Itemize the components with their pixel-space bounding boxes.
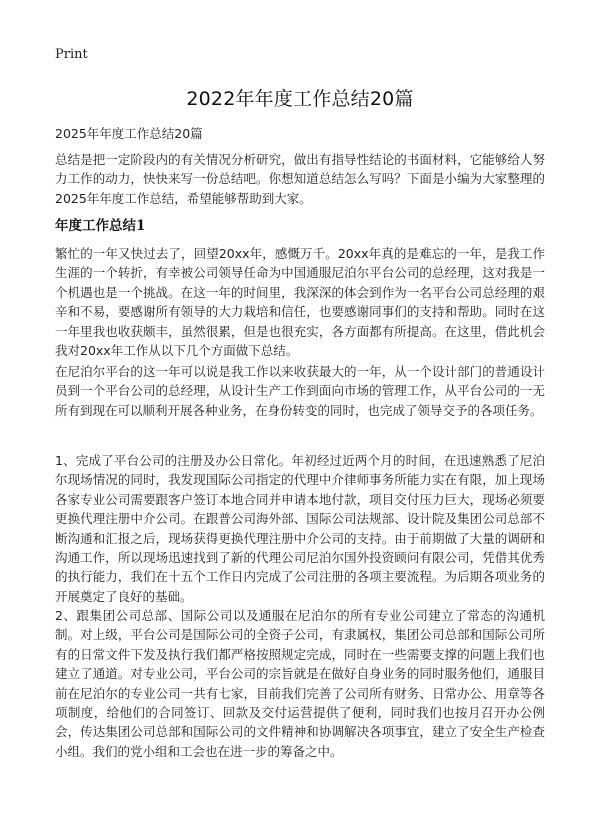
body-paragraph-3: 1、完成了平台公司的注册及办公日常化。年初经过近两个月的时间，在迅速熟悉了尼泊尔现场情况的同时，我发现国际公司指定的代理中介律师事务所能力实在有限，加上现场各家专业公司需要跟客户签订本地合同并申请本地付款，项目交付压力巨大，现场必须要更换代理注册中介公司。在跟普公司海外部、国际公司法规部、设计院及集团公司总部不断沟通和汇报之后，现场获得更换代理注册中介公司的支持。由于前期做了大量的调研和沟通工作，所以现场迅速找到了新的代理公司尼泊尔国外投资顾问有限公司，凭借其优秀的执行能力，我们在十五个工作日内完成了公司注册的各项主要流程。为后期各项业务的开展奠定了良好的基础。 <box>55 453 545 604</box>
body-paragraph-1: 繁忙的一年又快过去了，回望20xx年，感慨万千。20xx年真的是难忘的一年，是我工作生涯的一个转折，有幸被公司领导任命为中国通服尼泊尔平台公司的总经理，这对我是一个机遇也是一个挑战。在这一年的时间里，我深深的体会到作为一名平台公司总经理的艰辛和不易，要感谢所有领导的大力栽培和信任，也要感谢同事们的支持和帮助。同时在这一年里我也收获颇丰，虽然很累，但是也很充实，各方面都有所提高。在这里，借此机会我对20xx年工作从以下几个方面做下总结。 <box>55 246 545 359</box>
intro-paragraph: 总结是把一定阶段内的有关情况分析研究，做出有指导性结论的书面材料，它能够给人努力工作的动力，快快来写一份总结吧。你想知道总结怎么写吗？下面是小编为大家整理的2025年年度工作总结，希望能够帮助到大家。 <box>55 152 545 206</box>
print-link[interactable]: Print <box>55 47 88 62</box>
section-heading: 年度工作总结1 <box>55 218 146 234</box>
body-paragraph-4: 2、跟集团公司总部、国际公司以及通服在尼泊尔的所有专业公司建立了常态的沟通机制。对上级，平台公司是国际公司的全资子公司，有隶属权，集团公司总部和国际公司所有的日常文件下发及执行我们都严格按照规定完成，同时在一些需要支撑的问题上我们也建立了通道。对专业公司，平台公司的宗旨就是在做好自身业务的同时服务他们，通服目前在尼泊尔的专业公司一共有七家，目前我们完善了公司所有财务、日常办公、用章等各项制度，给他们的合同签订、回款及交付运营提供了便利，同时我们也按月召开办公例会，传达集团公司总部和国际公司的文件精神和协调解决各项事宜，建立了安全生产检查小组。我们的党小组和工会也在进一步的筹备之中。 <box>55 608 545 759</box>
body-paragraph-2: 在尼泊尔平台的这一年可以说是我工作以来收获最大的一年，从一个设计部门的普通设计员到一个平台公司的总经理，从设计生产工作到面向市场的管理工作，从平台公司的一无所有到现在可以顺利开展各种业务，在身份转变的同时，也完成了领导交予的各项任务。 <box>55 364 545 418</box>
document-title: 2022年年度工作总结20篇 <box>186 88 414 110</box>
document-subtitle: 2025年年度工作总结20篇 <box>55 126 203 141</box>
